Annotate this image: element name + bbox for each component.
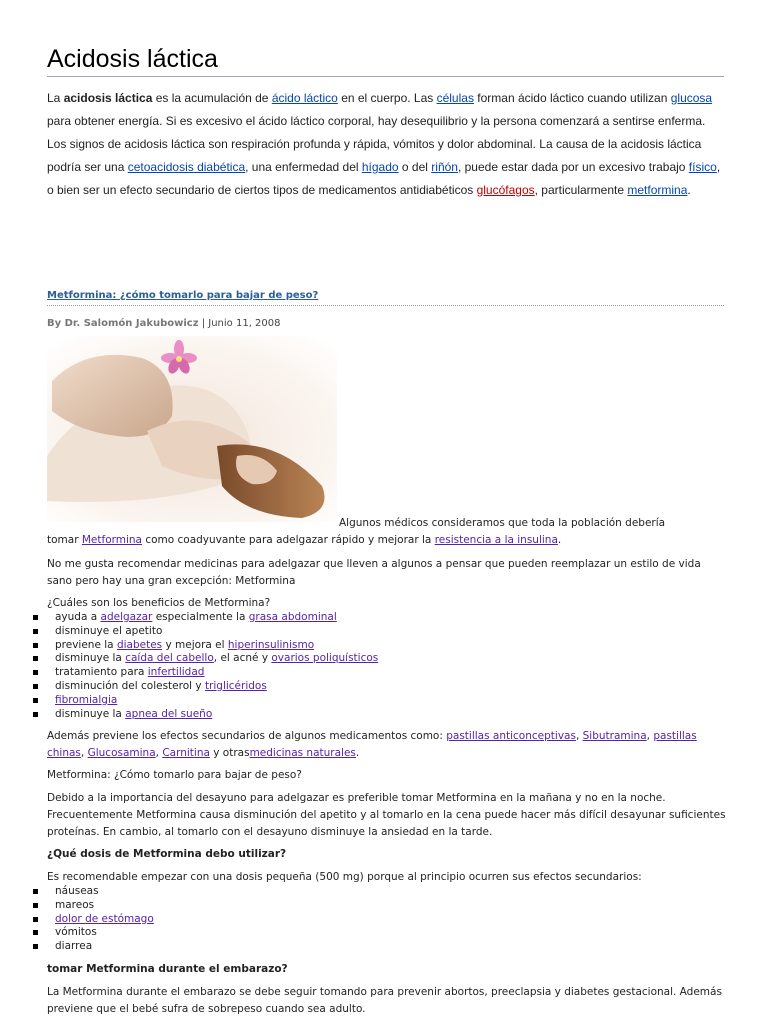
intro-text: en el cuerpo. Las [337, 91, 437, 105]
link-glucofagos[interactable]: glucófagos [476, 183, 535, 197]
link-pastillas-anticonceptivas[interactable]: pastillas anticonceptivas [446, 730, 576, 742]
p1-text: tomar [47, 534, 82, 546]
p4-text: Además previene los efectos secundarios de algunos medicamentos como: [47, 730, 447, 742]
intro-text: para obtener energía. Si es excesivo el ácido láctico corporal, hay desequilibrio y la persona comenzará a sentirse enferma. Los signos de acidosis láctica son respiración profunda y rápida, vómitos y dolor abdominal. La causa de la acidosis láctica podría ser una [47, 114, 706, 174]
list-text: disminuye el apetito [55, 624, 163, 637]
paragraph-1-line-2 [47, 532, 727, 549]
list-item [32, 913, 154, 927]
link-resistencia-insulina[interactable]: resistencia a la insulina [434, 534, 558, 546]
section-heading-embarazo [47, 961, 727, 978]
list-item [32, 926, 154, 940]
page-title: Acidosis láctica [47, 44, 724, 77]
paragraph-6: Debido a la importancia del desayuno para adelgazar es preferible tomar Metformina en la mañana y no en la noche. Frecuentemente Metformina causa disminución del apetito y al tomarlo en la cena puede hacer más difícil desayunar suficientes proteínas. En cambio, al tomarlo con el desayuno disminuye la ansiedad en la tarde. [47, 792, 726, 838]
list-item [32, 639, 378, 653]
list-text: náuseas [55, 885, 99, 897]
paragraph-8: La Metformina durante el embarazo se debe seguir tomando para prevenir abortos, preeclapsia y diabetes gestacional. Además previene que el bebé sufra de sobrepeso cuando sea adulto. [47, 986, 722, 1015]
intro-text: forman ácido láctico cuando utilizan [473, 91, 671, 105]
paragraph-5: Metformina: ¿Cómo tomarlo para bajar de peso? [47, 769, 302, 781]
link-fisico[interactable]: físico [688, 160, 717, 174]
dosis-heading-text: ¿Qué dosis de Metformina debo utilizar? [47, 848, 287, 860]
link-ovarios-poliquisticos[interactable]: ovarios poliquísticos [271, 652, 379, 665]
bullet-icon [33, 930, 38, 935]
link-pastillas-chinas[interactable]: pastillas chinas [47, 730, 697, 759]
link-adelgazar[interactable]: adelgazar [100, 611, 153, 623]
link-dolor-estomago[interactable]: dolor de estómago [55, 912, 154, 925]
list-text: ayuda a [55, 611, 101, 623]
bullet-icon [33, 656, 38, 661]
intro-text: , particularmente [534, 183, 628, 197]
link-glucosamina[interactable]: Glucosamina [87, 747, 156, 759]
p4-text: , [646, 730, 654, 742]
byline-separator: | [198, 318, 209, 329]
paragraph-4 [47, 728, 727, 762]
list-item [32, 885, 154, 899]
paragraph-2: No me gusta recomendar medicinas para adelgazar que lleven a algunos a pensar que pueden reemplazar un estilo de vida sano pero hay una gran excepción: Metformina [47, 558, 701, 587]
list-item [32, 652, 378, 666]
list-item [32, 625, 378, 639]
author-name: By Dr. Salomón Jakubowicz [47, 318, 199, 329]
bullet-icon [33, 903, 38, 908]
intro-text: , puede estar dada por un excesivo trabajo [457, 160, 689, 174]
bullet-icon [33, 629, 38, 634]
side-effects-list [32, 885, 154, 954]
list-text: disminuye la [55, 707, 126, 720]
paragraph-1-line-1: Algunos médicos consideramos que toda la población debería [339, 517, 666, 529]
list-text: especialmente la [152, 611, 249, 623]
p1-text: . [557, 534, 562, 546]
p4-text: . [355, 747, 360, 759]
link-metformina-2[interactable]: Metformina [81, 534, 142, 546]
bullet-icon [33, 944, 38, 949]
article-headline [47, 290, 724, 306]
link-glucosa[interactable]: glucosa [670, 91, 713, 105]
link-sibutramina[interactable]: Sibutramina [582, 730, 647, 742]
link-carnitina[interactable]: Carnitina [162, 747, 210, 759]
list-item [32, 708, 378, 722]
link-hiperinsulinismo[interactable]: hiperinsulinismo [227, 638, 315, 651]
intro-text: es la acumulación de [152, 91, 272, 105]
bullet-icon [33, 615, 38, 620]
list-text: y mejora el [162, 638, 228, 651]
bullet-icon [33, 643, 38, 648]
list-text: tratamiento para [55, 666, 148, 679]
list-text: vómitos [55, 926, 97, 939]
bullet-icon [33, 712, 38, 717]
link-apnea-sueno[interactable]: apnea del sueño [125, 707, 213, 720]
benefits-heading: ¿Cuáles son los beneficios de Metformina? [47, 597, 271, 609]
p4-text: , [575, 730, 583, 742]
list-text: , el acné y [213, 652, 272, 665]
list-item [32, 666, 378, 680]
list-item [32, 611, 378, 625]
intro-text: , o bien ser un efecto secundario de ciertos tipos de medicamentos antidiabéticos [47, 160, 721, 197]
benefits-list [32, 611, 378, 721]
link-higado[interactable]: hígado [361, 160, 399, 174]
link-medicinas-naturales[interactable]: medicinas naturales [249, 747, 356, 759]
p4-text: , [155, 747, 163, 759]
bullet-icon [33, 917, 38, 922]
bullet-icon [33, 698, 38, 703]
list-text: diarrea [55, 940, 93, 953]
p4-text: , [80, 747, 88, 759]
intro-text: La [47, 91, 64, 105]
link-cetoacidosis[interactable]: cetoacidosis diabética [127, 160, 246, 174]
bullet-icon [33, 889, 38, 894]
list-item [32, 680, 378, 694]
list-item [32, 899, 154, 913]
link-caida-cabello[interactable]: caída del cabello [125, 652, 214, 665]
intro-paragraph [47, 87, 727, 202]
article-date: Junio 11, 2008 [208, 318, 281, 329]
link-fibromialgia[interactable]: fibromialgia [55, 693, 118, 706]
byline [47, 318, 281, 329]
article-headline-link[interactable]: Metformina: ¿cómo tomarlo para bajar de peso? [47, 290, 319, 301]
link-diabetes[interactable]: diabetes [116, 638, 163, 651]
paragraph-7: Es recomendable empezar con una dosis pequeña (500 mg) porque al principio ocurren sus efectos secundarios: [47, 871, 642, 883]
intro-bold-term: acidosis láctica [63, 91, 153, 105]
link-rinon[interactable]: riñón [431, 160, 458, 174]
list-text: disminuye la [55, 652, 126, 665]
p4-text: y otras [209, 747, 250, 759]
list-text: mareos [55, 898, 95, 911]
list-text: disminución del colesterol y [55, 679, 205, 692]
link-metformina[interactable]: metformina [627, 183, 688, 197]
link-infertilidad[interactable]: infertilidad [147, 666, 205, 679]
article-photo [47, 336, 337, 522]
list-item [32, 940, 154, 954]
list-text: previene la [55, 638, 117, 651]
intro-text: o del [398, 160, 432, 174]
link-trigliceridos[interactable]: triglicéridos [204, 679, 267, 692]
section-heading-dosis [47, 846, 727, 863]
list-item [32, 694, 378, 708]
bullet-icon [33, 670, 38, 675]
link-acido-lactico[interactable]: ácido láctico [271, 91, 338, 105]
link-grasa-abdominal[interactable]: grasa abdominal [248, 611, 337, 623]
intro-text: , una enfermedad del [245, 160, 362, 174]
bullet-icon [33, 684, 38, 689]
intro-text: . [687, 183, 691, 197]
embarazo-heading-text: tomar Metformina durante el embarazo? [47, 963, 288, 975]
link-celulas[interactable]: células [436, 91, 474, 105]
paragraph-1 [47, 515, 727, 549]
p1-text: como coadyuvante para adelgazar rápido y mejorar la [141, 534, 435, 546]
